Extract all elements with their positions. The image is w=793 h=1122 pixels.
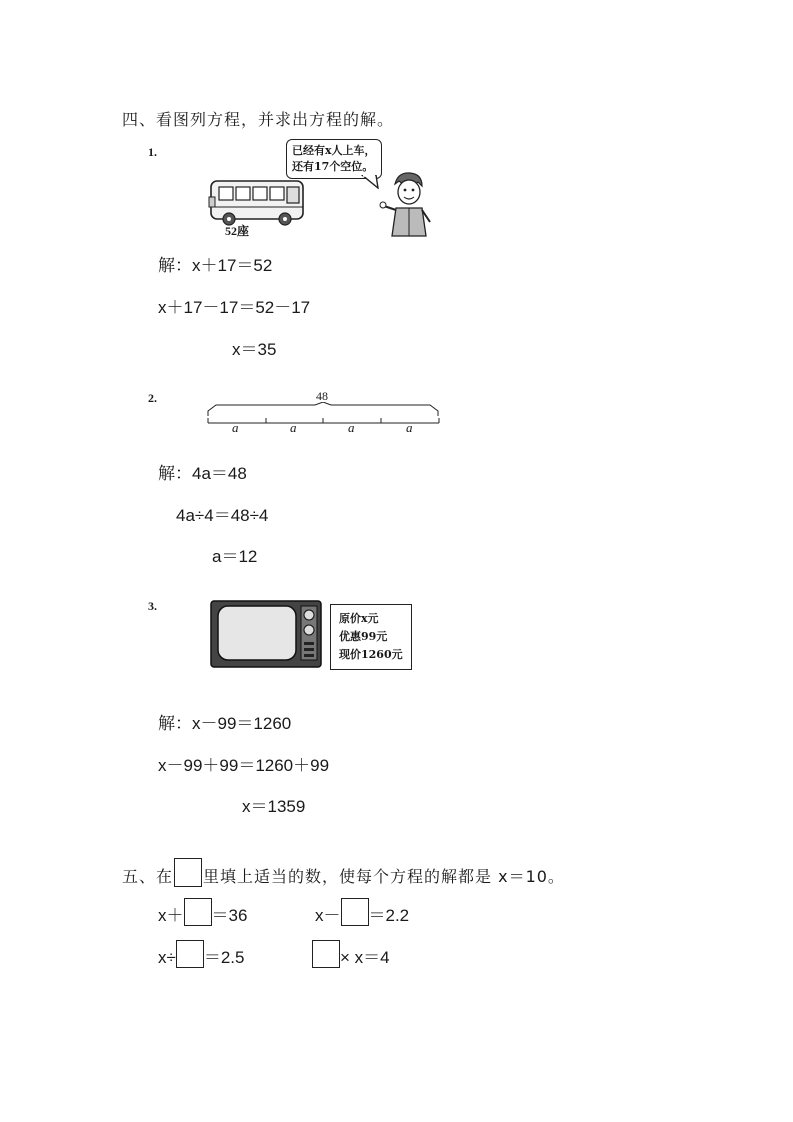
- segment-label-4: a: [406, 420, 413, 435]
- equation-4: [312, 940, 390, 968]
- section-5-heading-prefix: 五、在: [122, 867, 174, 886]
- current-price-line: 现价1260元: [339, 648, 403, 661]
- equation-3-blank[interactable]: [176, 940, 204, 968]
- bubble-line-1: 已经有x人上车，: [292, 144, 376, 157]
- question-1-number: 1.: [148, 145, 157, 159]
- equation-4-blank[interactable]: [312, 940, 340, 968]
- boy-illustration: [378, 168, 438, 240]
- bus-illustration: [205, 175, 313, 237]
- q3-solution-line-3: x＝1359: [242, 797, 306, 816]
- equation-2-right: ＝2.2: [368, 906, 410, 925]
- q2-solution-line-2: 4a÷4＝48÷4: [176, 506, 269, 525]
- q1-solution-line-1: 解：x＋17＝52: [158, 256, 273, 275]
- discount-line: 优惠99元: [339, 630, 388, 643]
- price-info-box: [330, 604, 412, 670]
- equation-2-left: x－: [315, 906, 341, 925]
- segment-total-label: 48: [316, 389, 328, 403]
- q1-solution-line-2: x＋17－17＝52－17: [158, 298, 311, 317]
- equation-4-right: × x＝4: [340, 948, 390, 967]
- section-5-heading-suffix: 里填上适当的数，使每个方程的解都是 x＝10。: [203, 867, 565, 886]
- q3-solution-line-1: 解：x－99＝1260: [158, 714, 292, 733]
- segment-label-3: a: [348, 420, 355, 435]
- bus-seats-label: 52座: [225, 224, 250, 238]
- television-illustration: [210, 600, 322, 670]
- equation-1-left: x＋: [158, 906, 184, 925]
- speech-bubble: [286, 139, 382, 179]
- equation-1-right: ＝36: [211, 906, 248, 925]
- equation-2-blank[interactable]: [341, 898, 369, 926]
- segment-label-2: a: [290, 420, 297, 435]
- equation-2: [315, 898, 409, 926]
- section-4-heading: 四、看图列方程，并求出方程的解。: [122, 110, 395, 129]
- equation-1-blank[interactable]: [184, 898, 212, 926]
- bubble-tail: [360, 175, 380, 189]
- q3-solution-line-2: x－99＋99＝1260＋99: [158, 756, 330, 775]
- question-3-number: 3.: [148, 599, 157, 613]
- blank-box-sample: [174, 858, 202, 887]
- segment-label-1: a: [232, 420, 239, 435]
- equation-3-left: x÷: [158, 948, 176, 967]
- q2-solution-line-1: 解：4a＝48: [158, 464, 247, 483]
- equation-3: [158, 940, 244, 968]
- section-5-heading: [122, 858, 565, 887]
- bubble-line-2: 还有17个空位。: [292, 160, 374, 173]
- q2-solution-line-3: a＝12: [212, 547, 258, 566]
- q1-solution-line-3: x＝35: [232, 340, 277, 359]
- original-price-line: 原价x元: [339, 612, 379, 625]
- equation-1: [158, 898, 247, 926]
- question-2-number: 2.: [148, 391, 157, 405]
- equation-3-right: ＝2.5: [203, 948, 245, 967]
